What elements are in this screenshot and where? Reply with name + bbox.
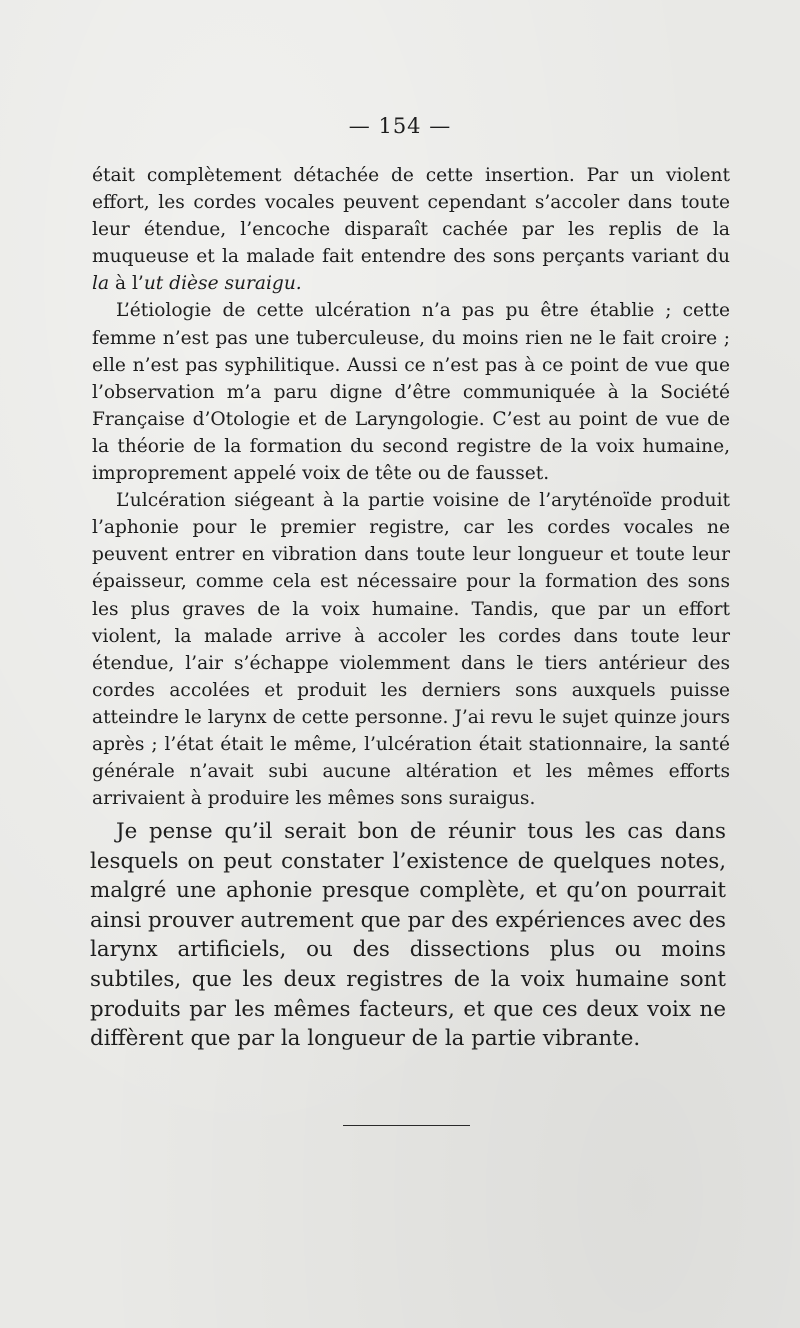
paragraph-1-italic-la: la bbox=[92, 273, 110, 295]
paragraph-1-text-b: à l’ bbox=[109, 273, 144, 295]
paragraph-1 bbox=[92, 162, 730, 297]
paragraph-1-italic-note: ut dièse suraigu. bbox=[143, 273, 302, 295]
paragraph-1-text-a: était complètement détachée de cette insertion. Par un violent effort, les cordes vocales peuvent cependant s’accoler dans toute leur étendue, l’encoche disparaît cachée par les replis de la muqueuse et la malade fait entendre des sons perçants variant du bbox=[92, 165, 730, 268]
paragraph-3: L’ulcération siégeant à la partie voisine de l’aryténoïde produit l’aphonie pour le premier registre, car les cordes vocales ne peuvent entrer en vibration dans toute leur longueur et toute leur épaisseur, comme cela est nécessaire pour la formation des sons les plus graves de la voix humaine. Tandis, que par un effort violent, la malade arrive à accoler les cordes dans toute leur étendue, l’air s’échappe violemment dans le tiers antérieur des cordes accolées et produit les derniers sons auxquels puisse atteindre le larynx de cette personne. J’ai revu le sujet quinze jours après ; l’état était le même, l’ulcération était stationnaire, la santé générale n’avait subi aucune altération et les mêmes efforts arrivaient à produire les mêmes sons suraigus. bbox=[92, 490, 730, 810]
page-number: — 154 — bbox=[348, 114, 452, 138]
conclusion-block bbox=[90, 817, 726, 1054]
end-rule-divider bbox=[343, 1125, 470, 1126]
paragraph-4: Je pense qu’il serait bon de réunir tous les cas dans lesquels on peut constater l’existence de quelques notes, malgré une aphonie presque complète, et qu’on pourrait ainsi prouver autrement que par des expériences avec des larynx artificiels, ou des dissections plus ou moins subtiles, que les deux registres de la voix humaine sont produits par les mêmes facteurs, et que ces deux voix ne diffèrent que par la longueur de la partie vibrante. bbox=[90, 819, 726, 1052]
main-text-block bbox=[92, 162, 730, 812]
paragraph-2: L’étiologie de cette ulcération n’a pas pu être établie ; cette femme n’est pas une tuberculeuse, du moins rien ne le fait croire ; elle n’est pas syphilitique. Aussi ce n’est pas à ce point de vue que l’observation m’a paru digne d’être communiquée à la Société Française d’Otologie et de Laryngologie. C’est au point de vue de la théorie de la formation du second registre de la voix humaine, improprement appelé voix de tête ou de fausset. bbox=[92, 300, 730, 485]
